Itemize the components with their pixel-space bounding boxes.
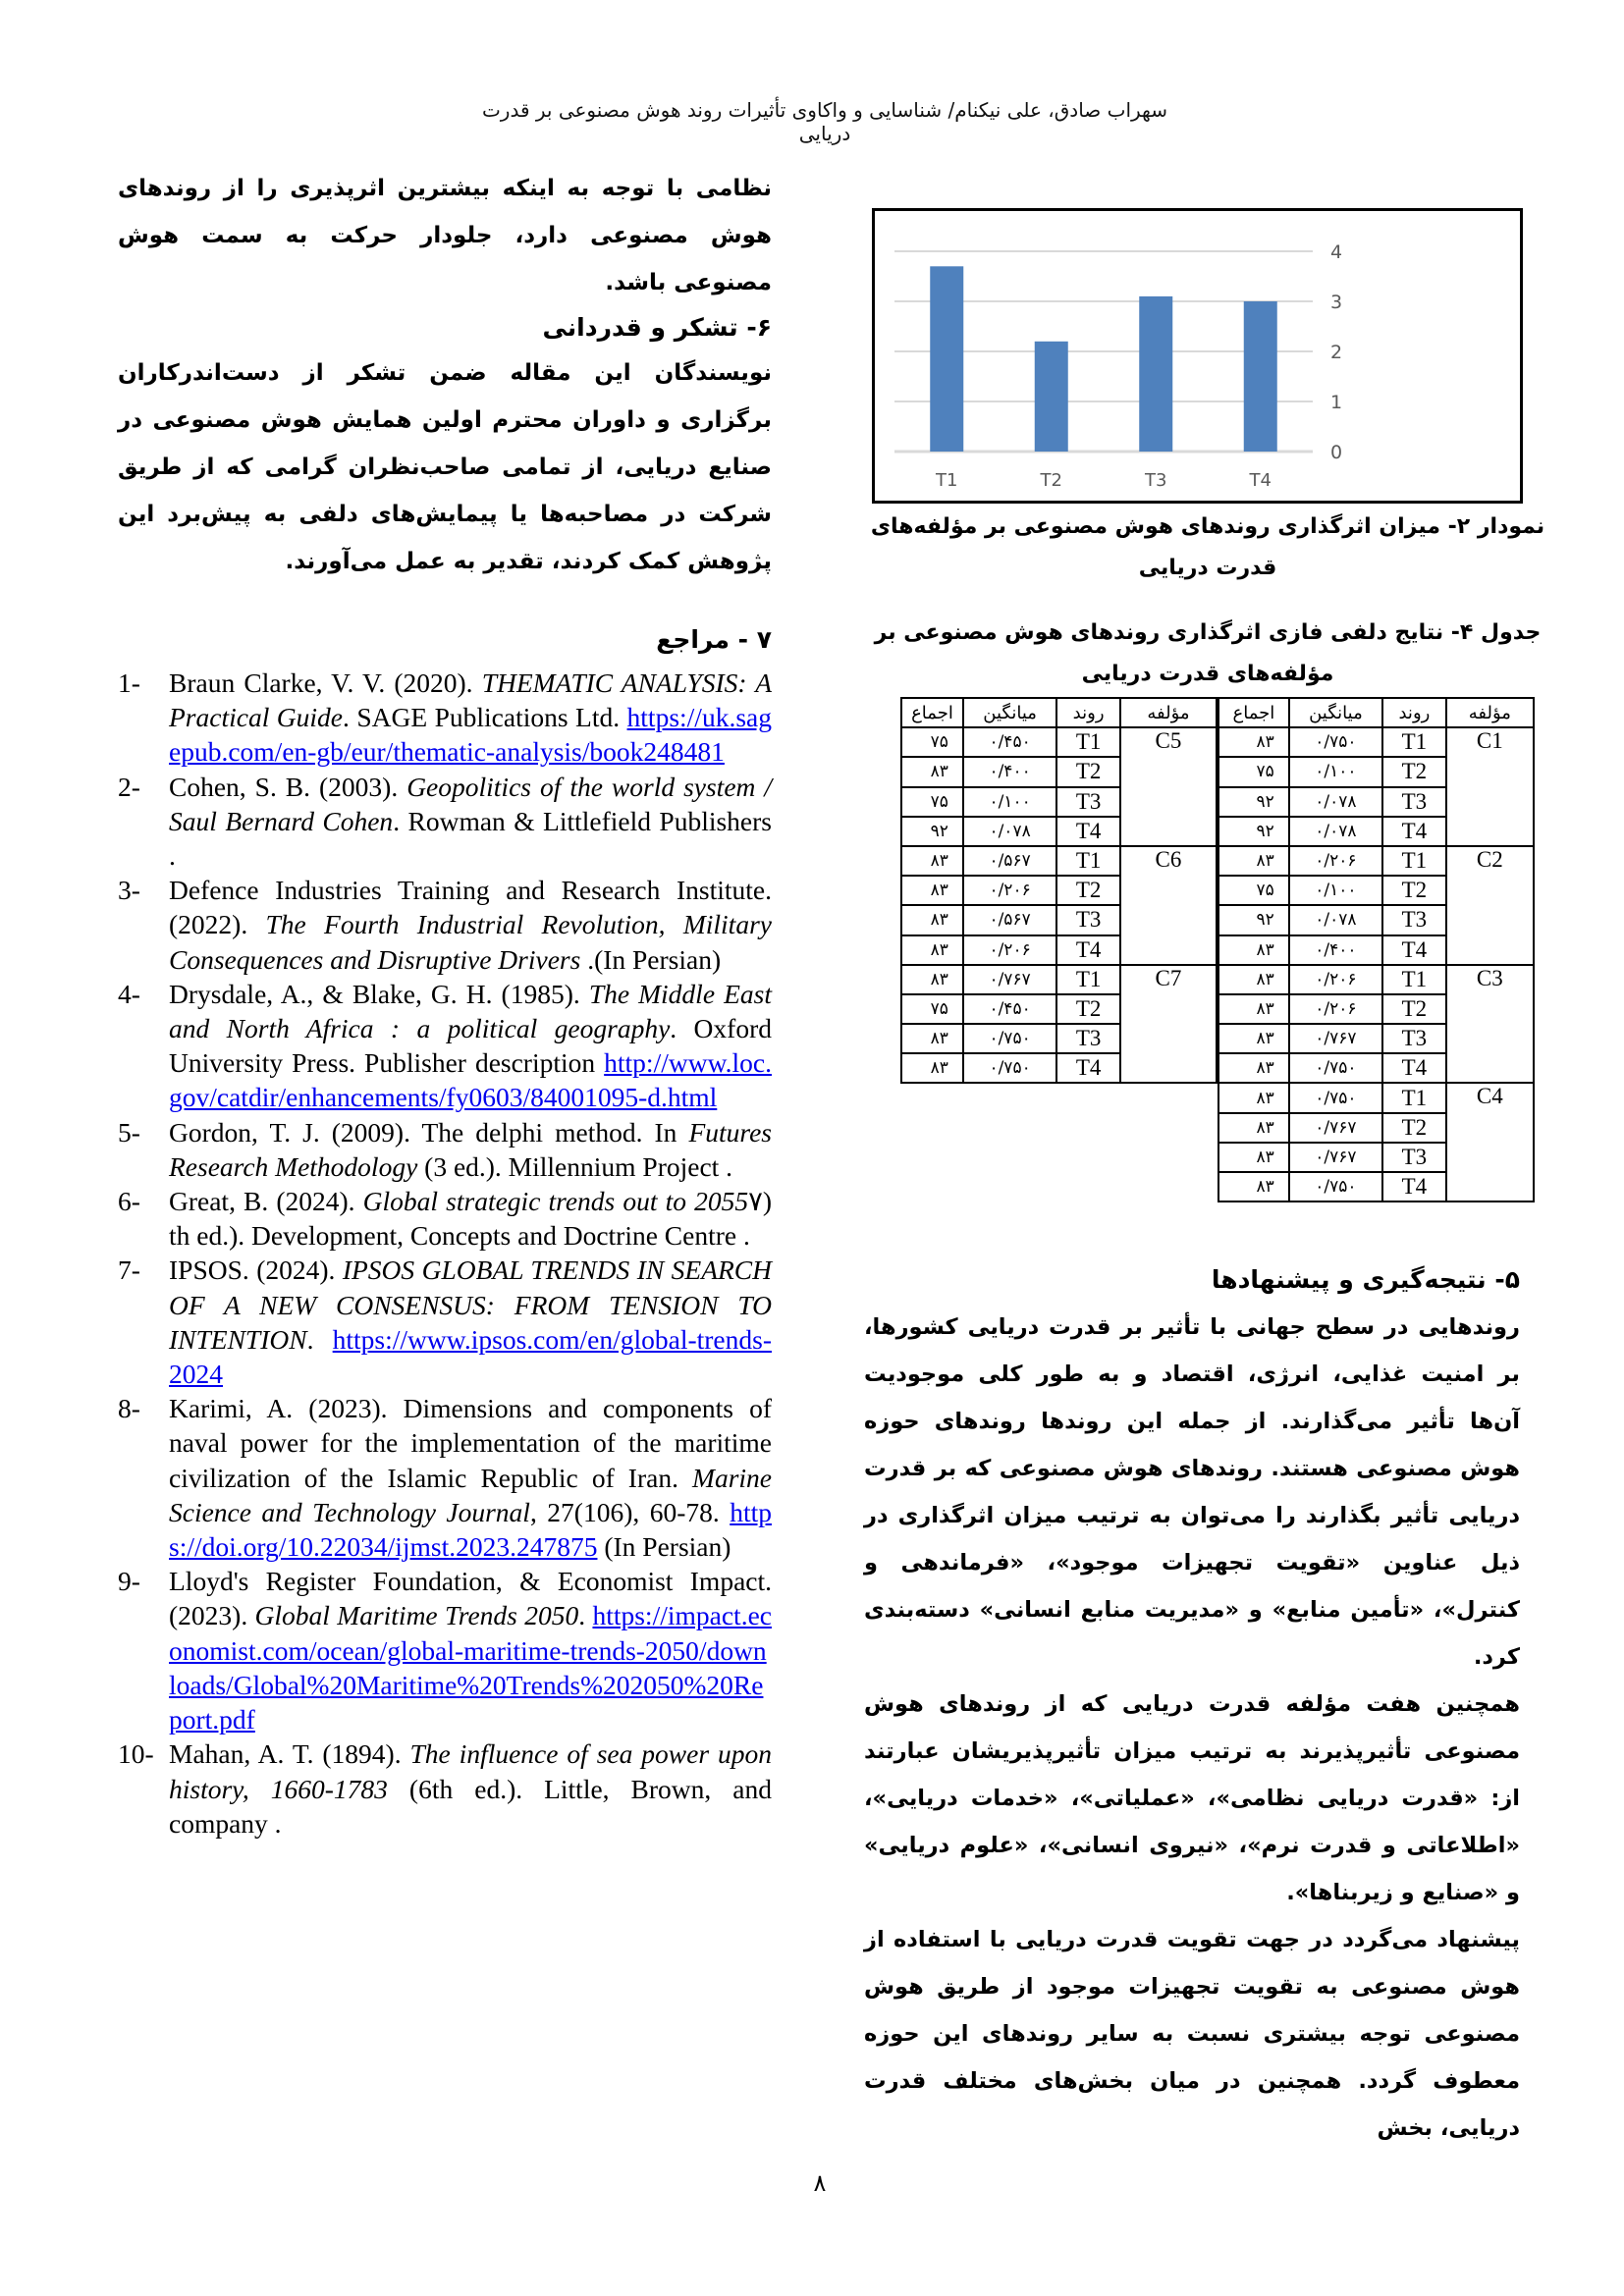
reference-link[interactable]: http://www.loc.gov/catdir/enhancements/fy0603/84001095-d.html — [169, 1047, 772, 1113]
acknowledgment-paragraph: نویسندگان این مقاله ضمن تشکر از دست‌اندرکاران برگزاری و داوران محترم اولین همایش هوش مصنوعی در صنایع دریایی، از تمامی صاحب‌نظران گرامی که از طریق شرکت در مصاحبه‌ها یا پیمایش‌های دلفی به پیش‌برد این پژوهش کمک کردند، تقدیر به عمل می‌آورند. — [118, 360, 772, 574]
consensus-cell: ۹۲ — [1218, 787, 1289, 817]
conclusion-paragraph-2: همچنین هفت مؤلفه قدرت دریایی که از روندهای هوش مصنوعی تأثیرپذیرند به ترتیب میزان تأثیرپذیریشان عبارتند از: «قدرت دریایی نظامی»، «عملیاتی»، «خدمات دریایی»، «اطلاعاتی و قدرت نرم»، «نیروی انسانی»، «علوم دریایی» و «صنایع و زیربناها». — [864, 1691, 1520, 1905]
trend-cell: T2 — [1056, 757, 1120, 786]
reference-text: Cohen, S. B. (2003). Geopolitics of the world system / Saul Bernard Cohen. Rowman & Littlefield Publishers . — [169, 771, 773, 872]
mean-cell: ۰/۲۰۶ — [1289, 965, 1382, 994]
reference-item — [118, 1564, 772, 1736]
reference-item — [118, 1391, 772, 1564]
consensus-cell: ۸۳ — [901, 965, 963, 994]
reference-number: 5- — [118, 1116, 140, 1148]
x-tick-label: T3 — [1145, 470, 1167, 491]
trend-cell: T2 — [1382, 757, 1446, 786]
reference-number: 6- — [118, 1186, 140, 1217]
header-mean: میانگین — [963, 698, 1056, 727]
mean-cell: ۰/۰۷۸ — [1289, 905, 1382, 934]
y-tick-label: 2 — [1329, 342, 1343, 363]
trend-cell: T2 — [1382, 994, 1446, 1024]
reference-number: 3- — [118, 875, 140, 906]
mean-cell: ۰/۱۰۰ — [963, 787, 1056, 817]
reference-number: 10- — [118, 1738, 154, 1770]
reference-text: Karimi, A. (2023). Dimensions and components of naval power for the implementation of the maritime civilization of the Islamic Republic of Iran. Marine Science and Technology Journal, 27(106), 60-78. https://doi.org/10.22034/ijmst.2023.247875 (In Persian) — [169, 1393, 772, 1563]
consensus-cell: ۷۵ — [1218, 876, 1289, 905]
reference-link[interactable]: https://www.ipsos.com/en/global-trends-2024 — [169, 1323, 772, 1390]
mean-cell: ۰/۵۶۷ — [963, 905, 1056, 934]
trend-cell: T4 — [1382, 817, 1446, 846]
page-number: ۸ — [813, 2169, 827, 2197]
consensus-cell: ۸۳ — [1218, 965, 1289, 994]
reference-number: 7- — [118, 1255, 140, 1286]
reference-link[interactable]: https://impact.economist.com/ocean/global-maritime-trends-2050/downloads/Global%20Maritime%20Trends%202050%20Report.pdf — [169, 1600, 772, 1735]
bar-t2 — [1035, 342, 1068, 452]
reference-title: Marine Science and Technology Journal — [169, 1462, 772, 1527]
header-consensus: اجماع — [1218, 698, 1289, 727]
consensus-cell: ۹۲ — [1218, 905, 1289, 934]
component-cell: C6 — [1120, 846, 1217, 965]
consensus-cell: ۸۳ — [1218, 1172, 1289, 1201]
trend-cell: T1 — [1382, 1083, 1446, 1112]
conclusion-heading: ۵- نتیجه‌گیری و پیشنهادها — [1211, 1265, 1520, 1294]
reference-link[interactable]: https://doi.org/10.22034/ijmst.2023.247875 — [169, 1496, 772, 1563]
mean-cell: ۰/۱۰۰ — [1289, 757, 1382, 786]
component-cell: C3 — [1446, 965, 1534, 1084]
reference-title: The Fourth Industrial Revolution, Military Consequences and Disruptive Drivers — [169, 909, 772, 975]
table-row — [901, 965, 1217, 994]
trend-cell: T1 — [1056, 965, 1120, 994]
consensus-cell: ۸۳ — [1218, 1024, 1289, 1053]
conclusion-paragraph-3: پیشنهاد می‌گردد در جهت تقویت قدرت دریایی با استفاده از هوش مصنوعی به تقویت تجهیزات موجود از طریق هوش مصنوعی توجه بیشتری نسبت به سایر روندهای این حوزه معطوف گردد. همچنین در میان بخش‌های مختلف قدرت دریایی، بخش — [864, 1927, 1520, 2141]
trend-cell: T4 — [1056, 817, 1120, 846]
reference-title: Global Maritime Trends 2050 — [254, 1600, 579, 1631]
trend-cell: T4 — [1382, 1172, 1446, 1201]
references-heading: ۷ - مراجع — [656, 625, 772, 654]
consensus-cell: ۸۳ — [901, 757, 963, 786]
header-component: مؤلفه — [1120, 698, 1217, 727]
trend-cell: T1 — [1056, 727, 1120, 757]
bar-t4 — [1244, 301, 1277, 452]
mean-cell: ۰/۲۰۶ — [963, 876, 1056, 905]
trend-cell: T1 — [1056, 846, 1120, 876]
reference-number: 1- — [118, 667, 140, 698]
mean-cell: ۰/۷۶۷ — [1289, 1113, 1382, 1143]
trend-cell: T2 — [1382, 1113, 1446, 1143]
table-row — [1218, 727, 1534, 757]
consensus-cell: ۷۵ — [1218, 757, 1289, 786]
reference-item — [118, 1736, 772, 1841]
reference-item — [118, 873, 772, 977]
header-mean: میانگین — [1289, 698, 1382, 727]
trend-cell: T4 — [1382, 935, 1446, 965]
consensus-cell: ۸۳ — [1218, 1113, 1289, 1143]
consensus-cell: ۸۳ — [1218, 1053, 1289, 1083]
bar-t1 — [930, 266, 963, 452]
reference-text: Lloyd's Register Foundation, & Economist Impact. (2023). Global Maritime Trends 2050. https://impact.economist.com/ocean/global-maritime-trends-2050/downloads/Global%20Maritime%20Trends%202050%20Report.pdf — [169, 1566, 772, 1735]
mean-cell: ۰/۷۶۷ — [963, 965, 1056, 994]
trend-cell: T1 — [1382, 846, 1446, 876]
delphi-table-left — [900, 697, 1218, 1084]
x-tick-label: T4 — [1249, 470, 1272, 491]
reference-text: Braun Clarke, V. V. (2020). THEMATIC ANALYSIS: A Practical Guide. SAGE Publications Ltd. https://uk.sagepub.com/en-gb/eur/thematic-analysis/book248481 — [169, 667, 773, 768]
reference-text: Defence Industries Training and Research Institute. (2022). The Fourth Industrial Revolution, Military Consequences and Disruptive Drivers .(In Persian) — [169, 875, 772, 975]
reference-title: Global strategic trends out to 2055 — [362, 1186, 749, 1217]
mean-cell: ۰/۴۰۰ — [1289, 935, 1382, 965]
consensus-cell: ۸۳ — [1218, 846, 1289, 876]
consensus-cell: ۸۳ — [1218, 1083, 1289, 1112]
consensus-cell: ۸۳ — [901, 876, 963, 905]
mean-cell: ۰/۴۵۰ — [963, 727, 1056, 757]
consensus-cell: ۷۵ — [901, 994, 963, 1024]
reference-item — [118, 977, 772, 1115]
x-tick-label: T1 — [936, 470, 958, 491]
intro-paragraph: نظامی با توجه به اینکه بیشترین اثرپذیری را از روندهای هوش مصنوعی دارد، جلودار حرکت به سمت هوش مصنوعی باشد. — [118, 176, 772, 295]
mean-cell: ۰/۴۵۰ — [963, 994, 1056, 1024]
delphi-table-right — [1218, 697, 1535, 1202]
consensus-cell: ۸۳ — [901, 1024, 963, 1053]
trend-cell: T3 — [1382, 1143, 1446, 1172]
table-row — [1218, 846, 1534, 876]
reference-number: 4- — [118, 978, 140, 1009]
mean-cell: ۰/۰۷۸ — [963, 817, 1056, 846]
table-row — [1218, 965, 1534, 994]
mean-cell: ۰/۷۶۷ — [1289, 1024, 1382, 1053]
reference-item — [118, 1253, 772, 1391]
acknowledgment-heading: ۶- تشکر و قدردانی — [542, 313, 772, 342]
mean-cell: ۰/۱۰۰ — [1289, 876, 1382, 905]
mean-cell: ۰/۷۵۰ — [963, 1053, 1056, 1083]
reference-item — [118, 1115, 772, 1184]
consensus-cell: ۸۳ — [1218, 1143, 1289, 1172]
reference-title: IPSOS GLOBAL TRENDS IN SEARCH OF A NEW CONSENSUS: FROM TENSION TO INTENTION — [169, 1255, 772, 1355]
y-tick-label: 3 — [1329, 292, 1343, 313]
component-cell: C1 — [1446, 727, 1534, 846]
consensus-cell: ۷۵ — [901, 727, 963, 757]
trend-cell: T3 — [1382, 1024, 1446, 1053]
running-header: سهراب صادق، علی نیکنام/ شناسایی و واکاوی تأثیرات روند هوش مصنوعی بر قدرت دریایی — [481, 98, 1168, 145]
consensus-cell: ۹۲ — [901, 817, 963, 846]
consensus-cell: ۸۳ — [901, 1053, 963, 1083]
reference-number: 8- — [118, 1393, 140, 1424]
reference-text: IPSOS. (2024). IPSOS GLOBAL TRENDS IN SEARCH OF A NEW CONSENSUS: FROM TENSION TO INTENTION. https://www.ipsos.com/en/global-trends-2024 — [169, 1255, 772, 1390]
trend-cell: T3 — [1056, 787, 1120, 817]
table-row — [901, 846, 1217, 876]
trend-cell: T4 — [1056, 1053, 1120, 1083]
mean-cell: ۰/۲۰۶ — [1289, 994, 1382, 1024]
trend-cell: T3 — [1056, 1024, 1120, 1053]
trend-cell: T4 — [1056, 935, 1120, 965]
consensus-cell: ۸۳ — [1218, 935, 1289, 965]
mean-cell: ۰/۵۶۷ — [963, 846, 1056, 876]
table-caption: جدول ۴- نتایج دلفی فازی اثرگذاری روندهای هوش مصنوعی بر مؤلفه‌های قدرت دریایی — [874, 620, 1542, 686]
reference-text: Mahan, A. T. (1894). The influence of sea power upon history, 1660-1783 (6th ed.). Little, Brown, and company . — [169, 1738, 773, 1839]
consensus-cell: ۸۳ — [1218, 994, 1289, 1024]
reference-text: Great, B. (2024). Global strategic trends out to 2055۷) th ed.). Development, Concepts and Doctrine Centre . — [169, 1186, 773, 1252]
reference-title: THEMATIC ANALYSIS: A Practical Guide — [169, 667, 773, 733]
trend-cell: T2 — [1382, 876, 1446, 905]
chart-caption: نمودار ۲- میزان اثرگذاری روندهای هوش مصنوعی بر مؤلفه‌های قدرت دریایی — [870, 514, 1545, 580]
reference-title: The Middle East and North Africa : a political geography — [169, 978, 772, 1044]
component-cell: C2 — [1446, 846, 1534, 965]
table-row — [1218, 1083, 1534, 1112]
header-trend: روند — [1382, 698, 1446, 727]
reference-number: 9- — [118, 1566, 140, 1597]
trend-cell: T3 — [1382, 905, 1446, 934]
mean-cell: ۰/۲۰۶ — [1289, 846, 1382, 876]
bar-chart — [872, 208, 1523, 504]
mean-cell: ۰/۷۵۰ — [1289, 727, 1382, 757]
consensus-cell: ۸۳ — [901, 905, 963, 934]
reference-link[interactable]: https://uk.sagepub.com/en-gb/eur/thematic-analysis/book248481 — [169, 702, 772, 768]
mean-cell: ۰/۷۵۰ — [1289, 1053, 1382, 1083]
consensus-cell: ۷۵ — [901, 787, 963, 817]
left-column — [118, 165, 772, 1841]
header-component: مؤلفه — [1446, 698, 1534, 727]
mean-cell: ۰/۰۷۸ — [1289, 817, 1382, 846]
component-cell: C4 — [1446, 1083, 1534, 1201]
header-trend: روند — [1056, 698, 1120, 727]
reference-title: Futures Research Methodology — [169, 1116, 772, 1182]
x-tick-label: T2 — [1040, 470, 1062, 491]
reference-number: 2- — [118, 771, 140, 802]
y-tick-label: 4 — [1329, 241, 1343, 263]
trend-cell: T3 — [1056, 905, 1120, 934]
mean-cell: ۰/۰۷۸ — [1289, 787, 1382, 817]
mean-cell: ۰/۲۰۶ — [963, 935, 1056, 965]
trend-cell: T4 — [1382, 1053, 1446, 1083]
header-consensus: اجماع — [901, 698, 963, 727]
y-tick-label: 0 — [1329, 442, 1343, 463]
reference-text: Gordon, T. J. (2009). The delphi method. In Futures Research Methodology (3 ed.). Millennium Project . — [169, 1116, 772, 1182]
reference-title: The influence of sea power upon history, 1660-1783 — [169, 1738, 772, 1804]
bar-chart-plot — [875, 211, 1520, 501]
trend-cell: T3 — [1382, 787, 1446, 817]
consensus-cell: ۸۳ — [1218, 727, 1289, 757]
mean-cell: ۰/۷۵۰ — [963, 1024, 1056, 1053]
consensus-cell: ۸۳ — [901, 846, 963, 876]
reference-item — [118, 1184, 772, 1253]
conclusion-section — [864, 1258, 1520, 2152]
trend-cell: T2 — [1056, 876, 1120, 905]
reference-item — [118, 666, 772, 770]
reference-title: Geopolitics of the world system / Saul Bernard Cohen — [169, 771, 773, 836]
component-cell: C7 — [1120, 965, 1217, 1084]
trend-cell: T1 — [1382, 727, 1446, 757]
mean-cell: ۰/۷۵۰ — [1289, 1083, 1382, 1112]
reference-item — [118, 770, 772, 874]
trend-cell: T2 — [1056, 994, 1120, 1024]
reference-text: Drysdale, A., & Blake, G. H. (1985). The Middle East and North Africa : a political geography. Oxford University Press. Publisher description http://www.loc.gov/catdir/enhancements/fy0603/84001095-d.html — [169, 978, 772, 1113]
mean-cell: ۰/۷۶۷ — [1289, 1143, 1382, 1172]
y-tick-label: 1 — [1329, 392, 1343, 413]
bar-t3 — [1139, 296, 1172, 452]
references-list — [118, 666, 772, 1841]
table-row — [901, 727, 1217, 757]
mean-cell: ۰/۷۵۰ — [1289, 1172, 1382, 1201]
mean-cell: ۰/۴۰۰ — [963, 757, 1056, 786]
component-cell: C5 — [1120, 727, 1217, 846]
conclusion-paragraph-1: روندهایی در سطح جهانی با تأثیر بر قدرت دریایی کشورها، بر امنیت غذایی، انرژی، اقتصاد و به طور کلی موجودیت آن‌ها تأثیر می‌گذارند. از جمله این روندها روندهای حوزه هوش مصنوعی هستند. روندهای هوش مصنوعی که بر قدرت دریایی تأثیر بگذارند را می‌توان به ترتیب میزان اثرگذاری در ذیل عناوین «تقویت تجهیزات موجود»، «فرماندهی و کنترل»، «تأمین منابع» و «مدیریت منابع انسانی» دسته‌بندی کرد. — [864, 1314, 1520, 1670]
trend-cell: T1 — [1382, 965, 1446, 994]
consensus-cell: ۸۳ — [901, 935, 963, 965]
consensus-cell: ۹۲ — [1218, 817, 1289, 846]
